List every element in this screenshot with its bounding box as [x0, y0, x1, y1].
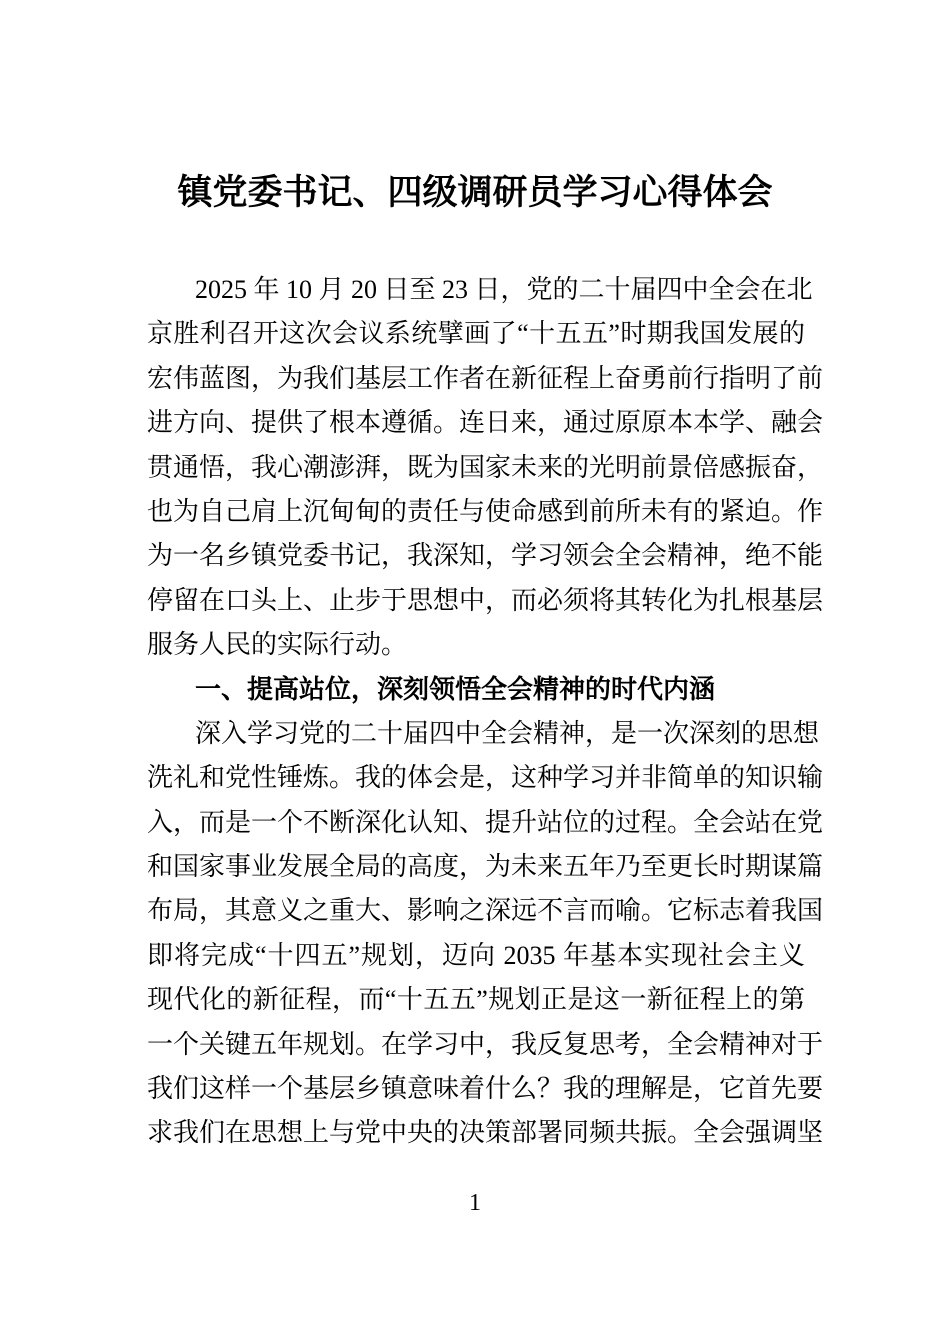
text-line: 为一名乡镇党委书记，我深知，学习领会全会精神，绝不能 [147, 541, 824, 571]
page-number: 1 [469, 1190, 481, 1216]
text-line: 京胜利召开这次会议系统擘画了“十五五”时期我国发展的 [147, 319, 805, 349]
text-line: 和国家事业发展全局的高度，为未来五年乃至更长时期谋篇 [147, 852, 824, 882]
text-line: 我们这样一个基层乡镇意味着什么？我的理解是，它首先要 [147, 1074, 824, 1104]
text-line: 贯通悟，我心潮澎湃，既为国家未来的光明前景倍感振奋， [147, 452, 824, 482]
text-line: 洗礼和党性锤炼。我的体会是，这种学习并非简单的知识输 [147, 763, 824, 793]
text-line: 入，而是一个不断深化认知、提升站位的过程。全会站在党 [147, 807, 824, 837]
text-line: 停留在口头上、止步于思想中，而必须将其转化为扎根基层 [147, 585, 824, 615]
document-body [147, 268, 824, 1156]
document-title: 镇党委书记、四级调研员学习心得体会 [177, 173, 773, 212]
text-line: 求我们在思想上与党中央的决策部署同频共振。全会强调坚 [147, 1118, 824, 1148]
text-line: 进方向、提供了根本遵循。连日来，通过原原本本学、融会 [147, 408, 824, 438]
paragraph-section-1 [147, 712, 824, 1156]
text-line: 宏伟蓝图，为我们基层工作者在新征程上奋勇前行指明了前 [147, 363, 824, 393]
text-line: 2025 年 10 月 20 日至 23 日，党的二十届四中全会在北 [195, 275, 813, 304]
paragraph-intro [147, 268, 824, 668]
text-line: 一个关键五年规划。在学习中，我反复思考，全会精神对于 [147, 1029, 824, 1059]
text-line: 现代化的新征程，而“十五五”规划正是这一新征程上的第 [147, 985, 805, 1015]
text-line: 也为自己肩上沉甸甸的责任与使命感到前所未有的紧迫。作 [147, 496, 824, 526]
section-heading: 一、提高站位，深刻领悟全会精神的时代内涵 [195, 674, 716, 705]
text-line: 深入学习党的二十届四中全会精神，是一次深刻的思想 [195, 718, 820, 748]
text-line: 服务人民的实际行动。 [147, 630, 408, 660]
text-line: 即将完成“十四五”规划，迈向 2035 年基本实现社会主义 [147, 940, 805, 970]
text-line: 布局，其意义之重大、影响之深远不言而喻。它标志着我国 [147, 896, 824, 926]
